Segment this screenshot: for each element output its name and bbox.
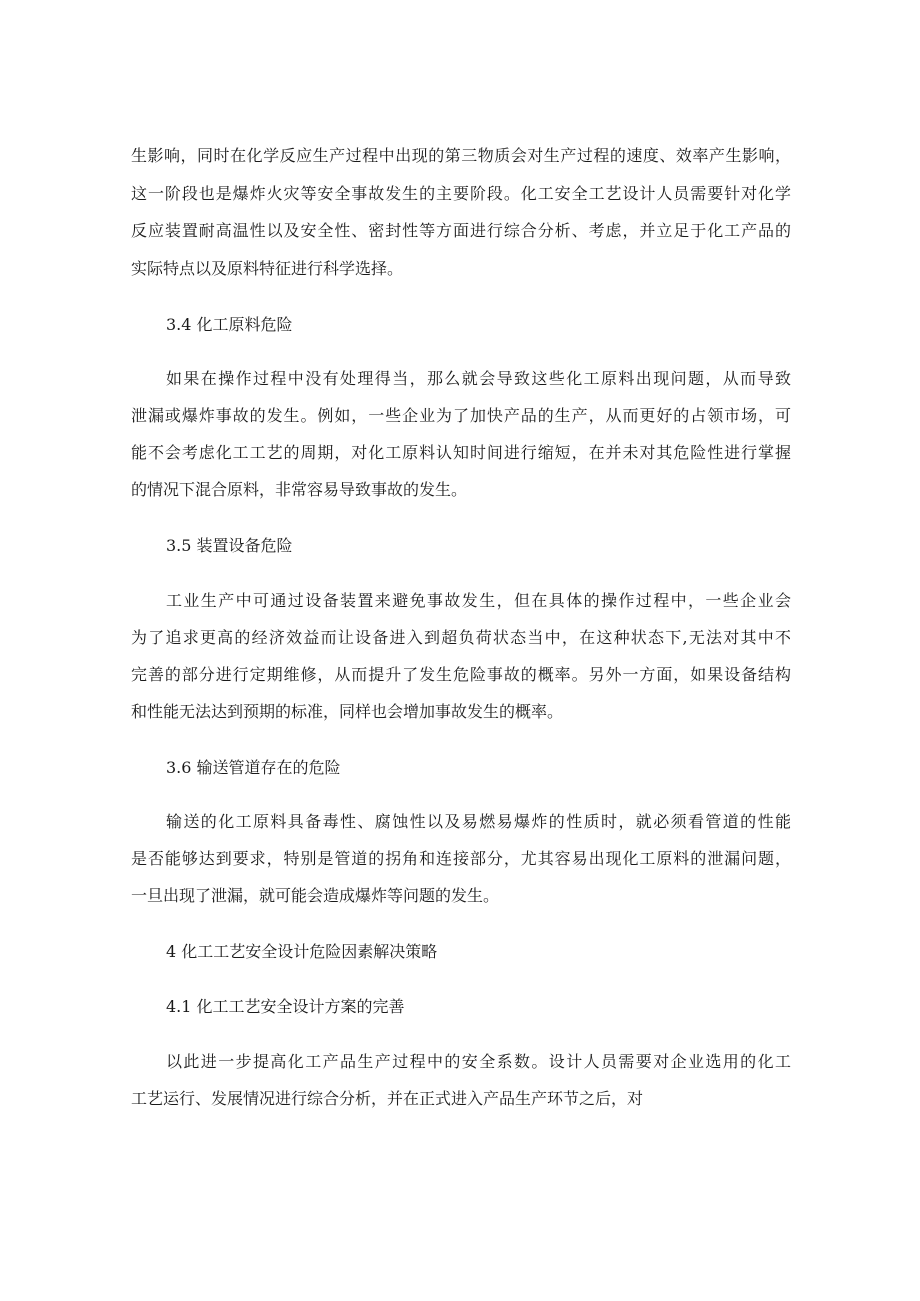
- section-heading: 4 化工工艺安全设计危险因素解决策略: [166, 942, 438, 961]
- paragraph-line: 为了追求更高的经济效益而让设备进入到超负荷状态当中，在这种状态下,无法对其中不: [131, 628, 791, 647]
- paragraph-line: 工艺运行、发展情况进行综合分析，并在正式进入产品生产环节之后，对: [131, 1089, 644, 1108]
- paragraph-line: 这一阶段也是爆炸火灾等安全事故发生的主要阶段。化工安全工艺设计人员需要针对化学: [131, 184, 791, 203]
- section-heading: 4.1 化工工艺安全设计方案的完善: [166, 997, 405, 1016]
- paragraph-line: 生影响，同时在化学反应生产过程中出现的第三物质会对生产过程的速度、效率产生影响，: [131, 146, 791, 165]
- paragraph-line: 完善的部分进行定期维修，从而提升了发生危险事故的概率。另外一方面，如果设备结构: [131, 665, 791, 684]
- paragraph-line: 实际特点以及原料特征进行科学选择。: [131, 259, 404, 278]
- section-heading: 3.6 输送管道存在的危险: [166, 758, 341, 777]
- paragraph-line: 泄漏或爆炸事故的发生。例如，一些企业为了加快产品的生产，从而更好的占领市场，可: [131, 406, 791, 425]
- paragraph-line: 是否能够达到要求，特别是管道的拐角和连接部分，尤其容易出现化工原料的泄漏问题，: [131, 849, 791, 868]
- paragraph-line: 以此进一步提高化工产品生产过程中的安全系数。设计人员需要对企业选用的化工: [166, 1052, 791, 1071]
- paragraph-line: 和性能无法达到预期的标准，同样也会增加事故发生的概率。: [131, 702, 564, 721]
- paragraph-line: 工业生产中可通过设备装置来避免事故发生，但在具体的操作过程中，一些企业会: [166, 591, 791, 610]
- section-heading: 3.4 化工原料危险: [166, 315, 293, 334]
- paragraph-line: 能不会考虑化工工艺的周期，对化工原料认知时间进行缩短，在并未对其危险性进行掌握: [131, 443, 791, 462]
- paragraph-line: 输送的化工原料具备毒性、腐蚀性以及易燃易爆炸的性质时，就必须看管道的性能: [166, 812, 791, 831]
- paragraph-line: 如果在操作过程中没有处理得当，那么就会导致这些化工原料出现问题，从而导致: [166, 369, 791, 388]
- paragraph-line: 反应装置耐高温性以及安全性、密封性等方面进行综合分析、考虑，并立足于化工产品的: [131, 221, 791, 240]
- paragraph-line: 的情况下混合原料，非常容易导致事故的发生。: [131, 480, 468, 499]
- section-heading: 3.5 装置设备危险: [166, 536, 293, 555]
- paragraph-line: 一旦出现了泄漏，就可能会造成爆炸等问题的发生。: [131, 886, 500, 905]
